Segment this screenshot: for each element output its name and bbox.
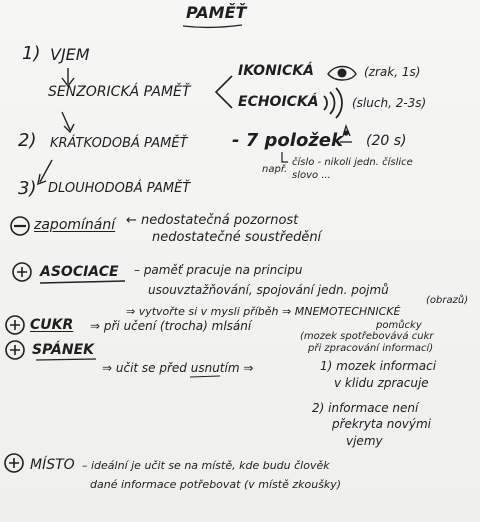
sleep-line-2: 1) mozek informaci <box>320 359 437 373</box>
plus-circle-icon-3 <box>6 341 24 359</box>
step2-number: 2) <box>18 130 37 151</box>
tip-sleep-label: SPÁNEK <box>32 342 95 358</box>
sleep-line-3: v klidu zpracuje <box>334 376 429 390</box>
items-count: - 7 položek <box>232 130 343 151</box>
step1-number: 1) <box>22 43 41 64</box>
association-line-1: – paměť pracuje na principu <box>134 263 303 277</box>
spanek-underline <box>36 359 96 360</box>
association-line-5: pomůcky <box>376 320 422 331</box>
example-1: číslo - nikoli jedn. číslice <box>292 157 413 168</box>
step3-number: 3) <box>18 178 37 199</box>
iconic-note: (zrak, 1s) <box>364 65 421 79</box>
forgetting-label: zapomínání <box>34 217 116 233</box>
association-line-4: ⇒ vytvořte si v mysli příběh ⇒ MNEMOTECHNICKÉ <box>126 305 401 318</box>
sleep-line-6: vjemy <box>346 434 383 448</box>
sound-icon <box>324 88 342 118</box>
tip-association-label: ASOCIACE <box>40 264 119 280</box>
forgetting-reason-1: ← nedostatečná pozornost <box>126 213 299 228</box>
pred-underline <box>190 376 220 377</box>
plus-circle-icon-4 <box>5 454 23 472</box>
sugar-line-1: ⇒ při učení (trocha) mlsání <box>90 319 252 333</box>
forgetting-reason-2: nedostatečné soustředění <box>152 230 322 245</box>
page-title: PAMĚŤ <box>186 3 247 22</box>
plus-circle-icon-1 <box>13 263 31 281</box>
items-duration: (20 s) <box>366 133 407 149</box>
example-prefix: např. <box>262 164 288 175</box>
sleep-line-1: ⇒ učit se před usnutím ⇒ <box>102 361 254 375</box>
echoic-note: (sluch, 2-3s) <box>352 96 427 110</box>
example-2: slovo ... <box>292 170 331 181</box>
association-line-2: usouvztažňování, spojování jedn. pojmů <box>148 283 389 297</box>
sleep-line-5: překryta novými <box>332 417 431 431</box>
iconic-memory: IKONICKÁ <box>238 63 314 79</box>
asociace-underline <box>40 281 125 283</box>
echoic-memory: ECHOICKÁ <box>238 94 319 110</box>
step1-label: VJEM <box>50 45 90 64</box>
place-line-1: – ideální je učit se na místě, kde budu člověk <box>82 459 330 472</box>
place-line-2: dané informace potřebovat (v místě zkoušky) <box>90 478 342 491</box>
brace <box>216 76 232 108</box>
title-underline <box>183 25 242 27</box>
sleep-line-4: 2) informace není <box>312 401 419 415</box>
plus-circle-icon-2 <box>6 316 24 334</box>
minus-circle-icon <box>11 217 29 235</box>
tip-sugar-label: CUKR <box>30 317 74 333</box>
sugar-line-2: (mozek spotřebovává cukr <box>300 331 434 342</box>
long-term-memory: DLOUHODOBÁ PAMĚŤ <box>48 181 191 196</box>
sugar-line-3: při zpracování informací) <box>308 343 434 354</box>
tip-place-label: MÍSTO <box>30 457 75 473</box>
arrow-down-2 <box>62 112 74 132</box>
sensory-memory: SENZORICKÁ PAMĚŤ <box>48 84 191 100</box>
short-term-memory: KRÁTKODOBÁ PAMĚŤ <box>50 136 188 151</box>
association-line-3: (obrazů) <box>426 295 469 306</box>
branch-line <box>282 152 288 162</box>
eye-icon <box>328 67 356 81</box>
